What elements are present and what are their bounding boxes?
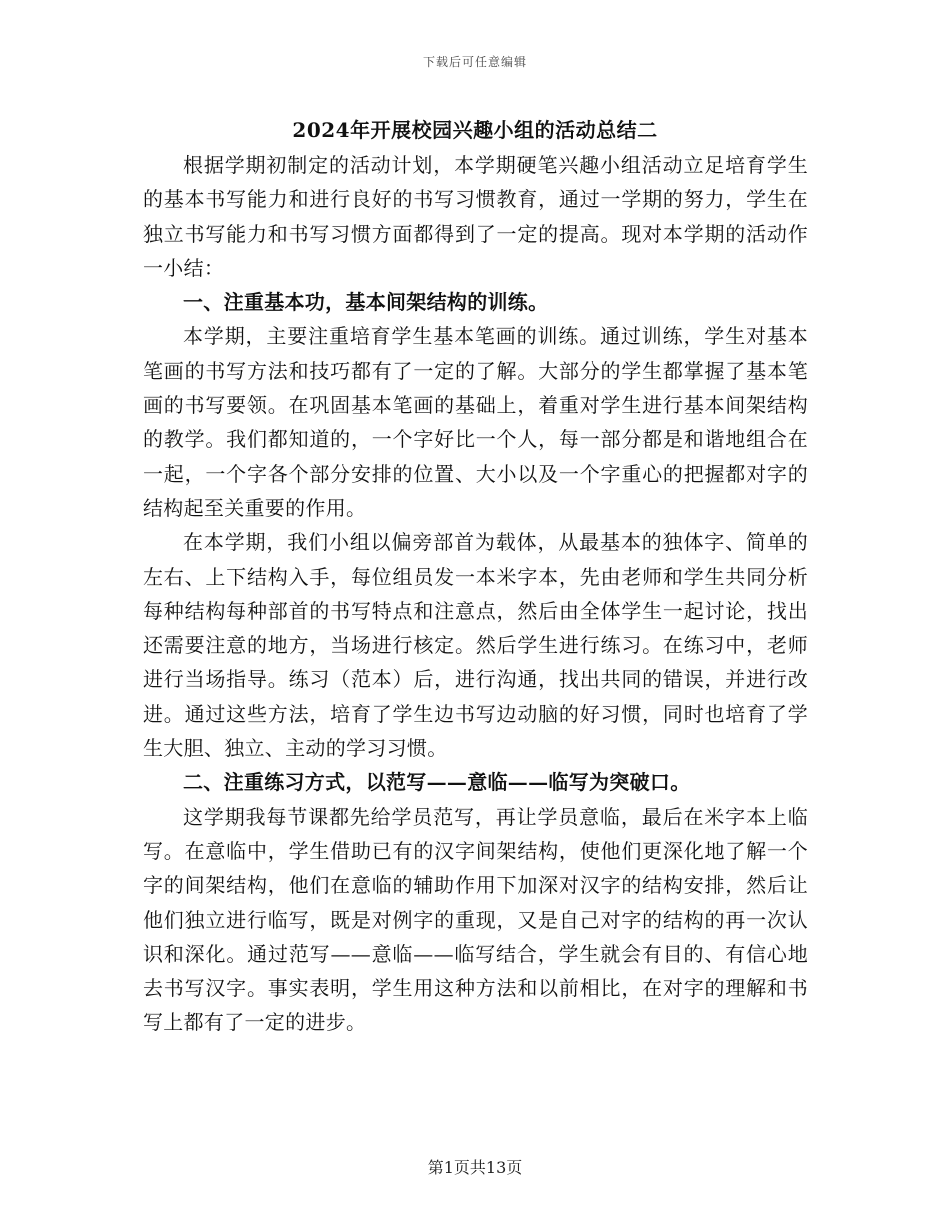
paragraph-intro: 根据学期初制定的活动计划，本学期硬笔兴趣小组活动立足培育学生的基本书写能力和进行良好的书写习惯教育，通过一学期的努力，学生在独立书写能力和书写习惯方面都得到了一定的提高。现对本学期的活动作一小结： bbox=[143, 153, 808, 280]
section-heading-2: 二、注重练习方式，以范写——意临——临写为突破口。 bbox=[183, 770, 691, 795]
section-heading-1: 一、注重基本功，基本间架结构的训练。 bbox=[183, 290, 549, 315]
paragraph-section-1b: 在本学期，我们小组以偏旁部首为载体，从最基本的独体字、简单的左右、上下结构入手，每位组员发一本米字本，先由老师和学生共同分析每种结构每种部首的书写特点和注意点，然后由全体学生一起讨论，找出还需要注意的地方，当场进行核定。然后学生进行练习。在练习中，老师进行当场指导。练习（范本）后，进行沟通，找出共同的错误，并进行改进。通过这些方法，培育了学生边书写边动脑的好习惯，同时也培育了学生大胆、独立、主动的学习习惯。 bbox=[143, 530, 808, 761]
document-body bbox=[143, 148, 808, 1040]
paragraph-section-1a: 本学期，主要注重培育学生基本笔画的训练。通过训练，学生对基本笔画的书写方法和技巧都有了一定的了解。大部分的学生都掌握了基本笔画的书写要领。在巩固基本笔画的基础上，着重对学生进行基本间架结构的教学。我们都知道的，一个字好比一个人，每一部分都是和谐地组合在一起，一个字各个部分安排的位置、大小以及一个字重心的把握都对字的结构起至关重要的作用。 bbox=[143, 324, 808, 520]
document-title: 2024年开展校园兴趣小组的活动总结二 bbox=[292, 118, 658, 142]
page-footer: 第1页共13页 bbox=[427, 1158, 523, 1177]
paragraph-section-2: 这学期我每节课都先给学员范写，再让学员意临，最后在米字本上临写。在意临中，学生借助已有的汉字间架结构，使他们更深化地了解一个字的间架结构，他们在意临的辅助作用下加深对汉字的结构安排，然后让他们独立进行临写，既是对例字的重现，又是自己对字的结构的再一次认识和深化。通过范写——意临——临写结合，学生就会有目的、有信心地去书写汉字。事实表明，学生用这种方法和以前相比，在对字的理解和书写上都有了一定的进步。 bbox=[143, 804, 808, 1035]
header-note: 下载后可任意编辑 bbox=[422, 55, 527, 69]
